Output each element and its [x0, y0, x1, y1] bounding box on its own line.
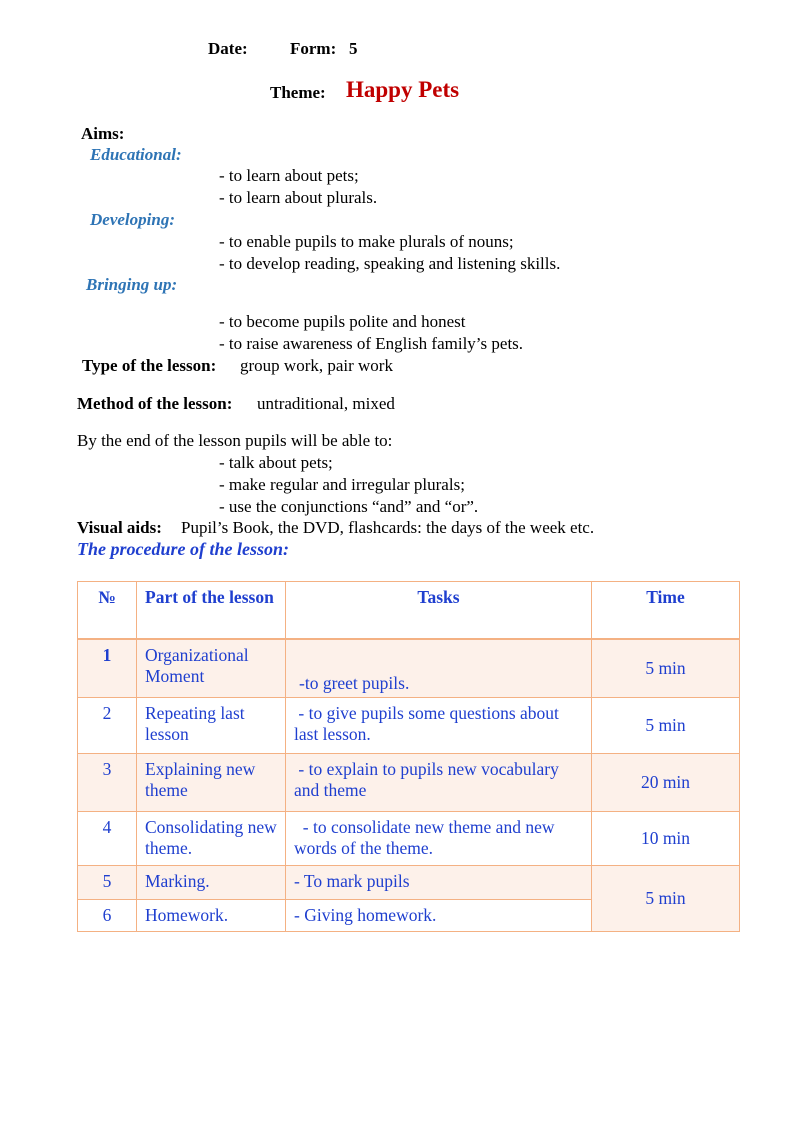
visual-aids-label: Visual aids:	[77, 518, 162, 537]
bringing-up-item: - to raise awareness of English family’s pets.	[219, 334, 524, 353]
row-task: - Giving homework.	[286, 900, 592, 932]
row-part: Consolidating new theme.	[137, 812, 286, 866]
row-task: - To mark pupils	[286, 866, 592, 900]
row-task: - to consolidate new theme and new words of the theme.	[286, 812, 592, 866]
row-part: Explaining new theme	[137, 754, 286, 812]
row-part: Homework.	[137, 900, 286, 932]
row-number: 2	[78, 698, 137, 754]
row-time: 5 min	[592, 698, 740, 754]
header-no: №	[78, 582, 137, 640]
form-label: Form:	[290, 39, 337, 58]
table-row	[78, 866, 740, 900]
header-tasks: Tasks	[286, 582, 592, 640]
outcomes-intro: By the end of the lesson pupils will be able to:	[77, 431, 393, 450]
theme-label: Theme:	[270, 83, 326, 102]
procedure-title: The procedure of the lesson:	[77, 539, 289, 559]
row-task: - to give pupils some questions about last lesson.	[286, 698, 592, 754]
developing-item: - to enable pupils to make plurals of nouns;	[219, 232, 514, 251]
row-task: -to greet pupils.	[286, 639, 592, 698]
table-row	[78, 698, 740, 754]
method-label: Method of the lesson:	[77, 394, 233, 413]
visual-aids-value: Pupil’s Book, the DVD, flashcards: the days of the week etc.	[181, 518, 595, 537]
row-task: - to explain to pupils new vocabulary and theme	[286, 754, 592, 812]
row-time: 5 min	[592, 639, 740, 698]
form-value: 5	[349, 39, 358, 58]
bringing-up-label: Bringing up:	[86, 275, 178, 294]
theme-title: Happy Pets	[346, 77, 460, 102]
date-label: Date:	[208, 39, 248, 58]
educational-item: - to learn about plurals.	[219, 188, 378, 207]
row-part: Repeating last lesson	[137, 698, 286, 754]
table-header-row	[78, 582, 740, 640]
row-number: 6	[78, 900, 137, 932]
procedure-table	[77, 581, 740, 932]
row-time: 5 min	[592, 866, 740, 932]
table-row	[78, 754, 740, 812]
outcome-item: - talk about pets;	[219, 453, 333, 472]
table-row	[78, 639, 740, 698]
row-number: 5	[78, 866, 137, 900]
row-time: 20 min	[592, 754, 740, 812]
row-part: Organizational Moment	[137, 639, 286, 698]
table-row	[78, 812, 740, 866]
developing-item: - to develop reading, speaking and listening skills.	[219, 254, 561, 273]
header-time: Time	[592, 582, 740, 640]
aims-label: Aims:	[81, 124, 125, 143]
bringing-up-item: - to become pupils polite and honest	[219, 312, 466, 331]
educational-label: Educational:	[90, 145, 182, 164]
row-number: 4	[78, 812, 137, 866]
outcome-item: - use the conjunctions “and” and “or”.	[219, 497, 479, 516]
row-time: 10 min	[592, 812, 740, 866]
method-value: untraditional, mixed	[257, 394, 395, 413]
outcome-item: - make regular and irregular plurals;	[219, 475, 465, 494]
row-number: 3	[78, 754, 137, 812]
type-label: Type of the lesson:	[82, 356, 217, 375]
row-part: Marking.	[137, 866, 286, 900]
header-part: Part of the lesson	[137, 582, 286, 640]
type-value: group work, pair work	[240, 356, 393, 375]
developing-label: Developing:	[90, 210, 175, 229]
row-number: 1	[78, 639, 137, 698]
educational-item: - to learn about pets;	[219, 166, 359, 185]
